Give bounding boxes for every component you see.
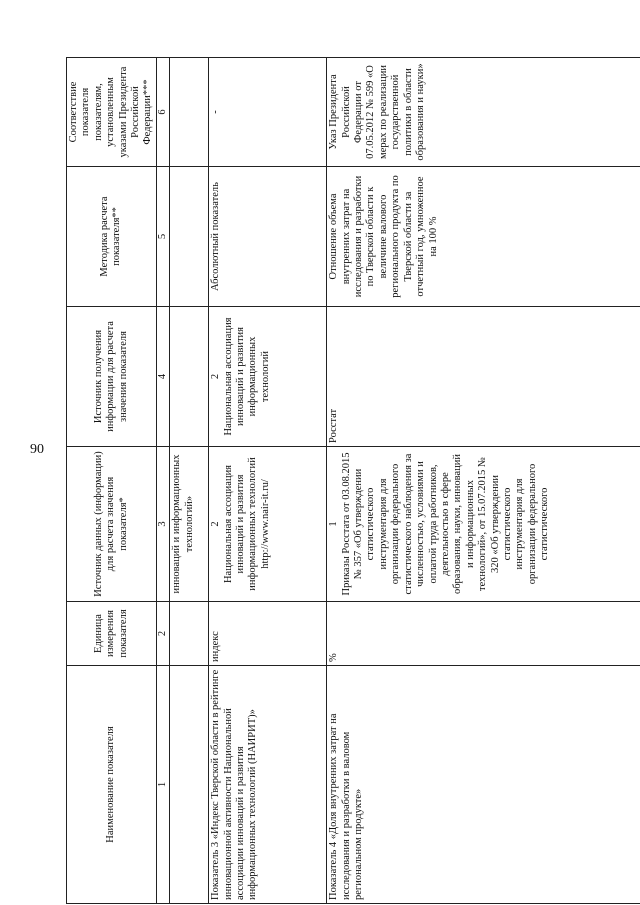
- continuation-text: инноваций и информационных технологий»: [170, 447, 209, 602]
- source-getting-number: 2: [210, 373, 222, 380]
- header-indicator-name: Наименование показателя: [67, 666, 157, 904]
- source-getting-text: Национальная ассоциация инноваций и развития информационных технологий: [222, 317, 271, 436]
- source-data-number: 1: [328, 521, 340, 527]
- column-number: 5: [156, 167, 169, 307]
- column-number: 3: [156, 447, 169, 602]
- header-unit: Единица измерения показателя: [67, 602, 157, 666]
- table-cell: [170, 58, 209, 167]
- indicator-method: Абсолютный показатель: [209, 167, 327, 307]
- indicator-decree: -: [209, 58, 327, 167]
- indicator-unit: %: [327, 602, 640, 666]
- indicators-table: [66, 57, 640, 904]
- indicator-name: Показатель 4 «Доля внутренних затрат на исследования и разработки в валовом региональном продукте»: [327, 666, 640, 904]
- header-source-data: Источник данных (информации) для расчета значения показателя*: [67, 447, 157, 602]
- indicator-source-data: [327, 447, 640, 602]
- source-data-number: 2: [210, 521, 222, 527]
- indicator-decree: Указ Президента Российской Федерации от 07.05.2012 № 599 «О мерах по реализации государственной политики в области образования и науки»: [327, 58, 640, 167]
- column-number: 4: [156, 307, 169, 447]
- table-header-row: [67, 58, 157, 904]
- header-source-getting: Источник получения информации для расчета значения показателя: [67, 307, 157, 447]
- column-number: 6: [156, 58, 169, 167]
- rotated-table-container: [66, 58, 638, 904]
- continuation-row: [170, 58, 209, 904]
- indicator-name: Показатель 3 «Индекс Тверской области в рейтинге инновационной активности Национальной ассоциации инноваций и развития информационных технологий (НАИРИТ)»: [209, 666, 327, 904]
- header-method: Методика расчета показателя**: [67, 167, 157, 307]
- indicator-source-data: [209, 447, 327, 602]
- table-row-indicator-3: [209, 58, 327, 904]
- header-decree: Соответствие показателя показателям, установленным указами Президента Российской Федерации***: [67, 58, 157, 167]
- column-numbers-row: [156, 58, 169, 904]
- indicator-source-getting: Росстат: [327, 307, 640, 447]
- table-cell: [170, 602, 209, 666]
- table-row-indicator-4: [327, 58, 640, 904]
- page-number: 90: [30, 442, 44, 457]
- table-cell: [170, 666, 209, 904]
- indicator-unit: индекс: [209, 602, 327, 666]
- source-data-text: Национальная ассоциация инноваций и развития информационных технологий http://www.nair-it.ru/: [222, 457, 271, 591]
- source-data-text: Приказы Росстата от 03.08.2015 № 357 «Об утверждении статистического инструментария для организации федерального статистического наблюдения за численностью, условиями и оплатой труда работников, деятельностью в сфере образования, науки, инноваций и информационных технологий», от 15.07.2015 № 320 «Об утверждении статистического инструментария для организации федерального статистического: [340, 452, 551, 596]
- table-cell: [170, 167, 209, 307]
- indicator-method: Отношение объема внутренних затрат на исследования и разработки по Тверской области к величине валового регионального продукта по Тверской области за отчетный год, умноженное на 100 %: [327, 167, 640, 307]
- indicator-source-getting: [209, 307, 327, 447]
- column-number: 1: [156, 666, 169, 904]
- column-number: 2: [156, 602, 169, 666]
- table-cell: [170, 307, 209, 447]
